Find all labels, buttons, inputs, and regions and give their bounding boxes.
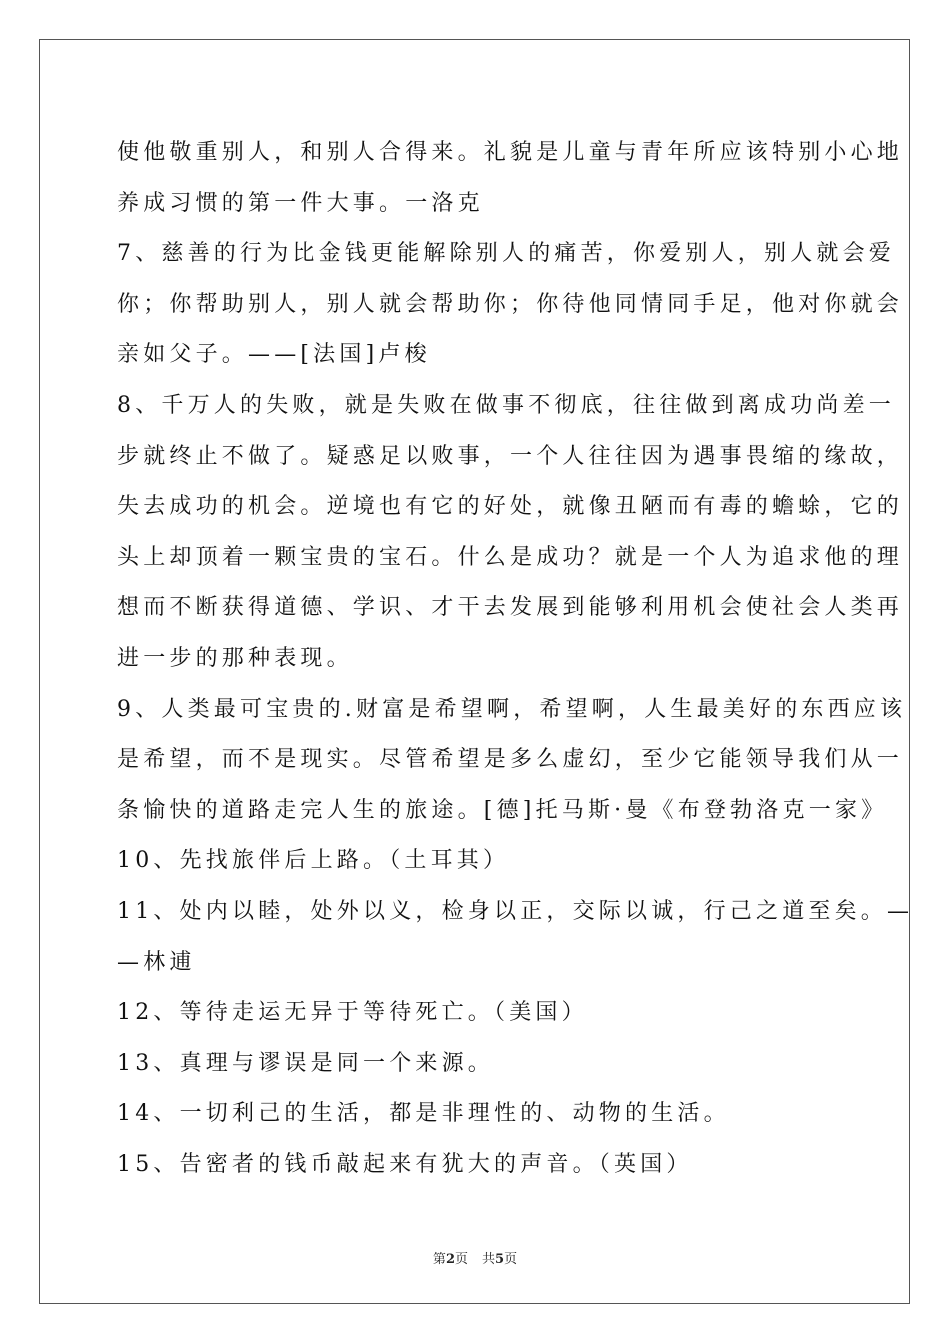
text-line: 养成习惯的第一件大事。一洛克 (117, 190, 484, 216)
text-line: 你；你帮助别人，别人就会帮助你；你待他同情同手足，他对你就会 (117, 291, 904, 317)
page-footer (0, 1248, 950, 1267)
text-line: 15、告密者的钱币敲起来有犹大的声音。（英国） (117, 1151, 693, 1177)
text-line: 想而不断获得道德、学识、才干去发展到能够利用机会使社会人类再 (117, 595, 904, 621)
total-pages-unit: 页 (504, 1252, 518, 1267)
text-line: 使他敬重别人，和别人合得来。礼貌是儿童与青年所应该特别小心地 (117, 140, 904, 165)
page-number-unit: 页 (454, 1252, 468, 1267)
text-line: 8、千万人的失败，就是失败在做事不彻底，往往做到离成功尚差一 (117, 392, 895, 418)
text-line: 进一步的那种表现。 (117, 645, 353, 671)
page-number-prefix: 第 (432, 1252, 446, 1267)
current-page-number: 2 (445, 1252, 455, 1267)
text-line: 10、先找旅伴后上路。（土耳其） (117, 848, 510, 874)
text-line: 12、等待走运无异于等待死亡。（美国） (117, 1000, 588, 1026)
text-line: 头上却顶着一颗宝贵的宝石。什么是成功？就是一个人为追求他的理 (117, 544, 904, 570)
text-line: 7、慈善的行为比金钱更能解除别人的痛苦，你爱别人，别人就会爱 (117, 241, 895, 267)
text-line: 条愉快的道路走完人生的旅途。[德]托马斯·曼《布登勃洛克一家》 (117, 797, 888, 823)
total-pages-number: 5 (495, 1252, 505, 1267)
text-line: 是希望，而不是现实。尽管希望是多么虚幻，至少它能领导我们从一 (117, 747, 904, 773)
text-line: 13、真理与谬误是同一个来源。 (117, 1050, 494, 1076)
text-line: 亲如父子。——[法国]卢梭 (117, 342, 431, 368)
text-line: 失去成功的机会。逆境也有它的好处，就像丑陋而有毒的蟾蜍，它的 (117, 494, 904, 520)
text-line: 11、处内以睦，处外以义，检身以正，交际以诚，行己之道至矣。— (117, 898, 914, 924)
text-line: 步就终止不做了。疑惑足以败事，一个人往往因为遇事畏缩的缘故， (117, 443, 904, 469)
document-body (117, 128, 914, 1190)
total-pages-prefix: 共 (482, 1252, 496, 1267)
text-line: —林逋 (117, 949, 196, 975)
text-line: 14、一切利己的生活，都是非理性的、动物的生活。 (117, 1101, 730, 1127)
text-line: 9、人类最可宝贵的.财富是希望啊，希望啊，人生最美好的东西应该 (117, 696, 907, 722)
